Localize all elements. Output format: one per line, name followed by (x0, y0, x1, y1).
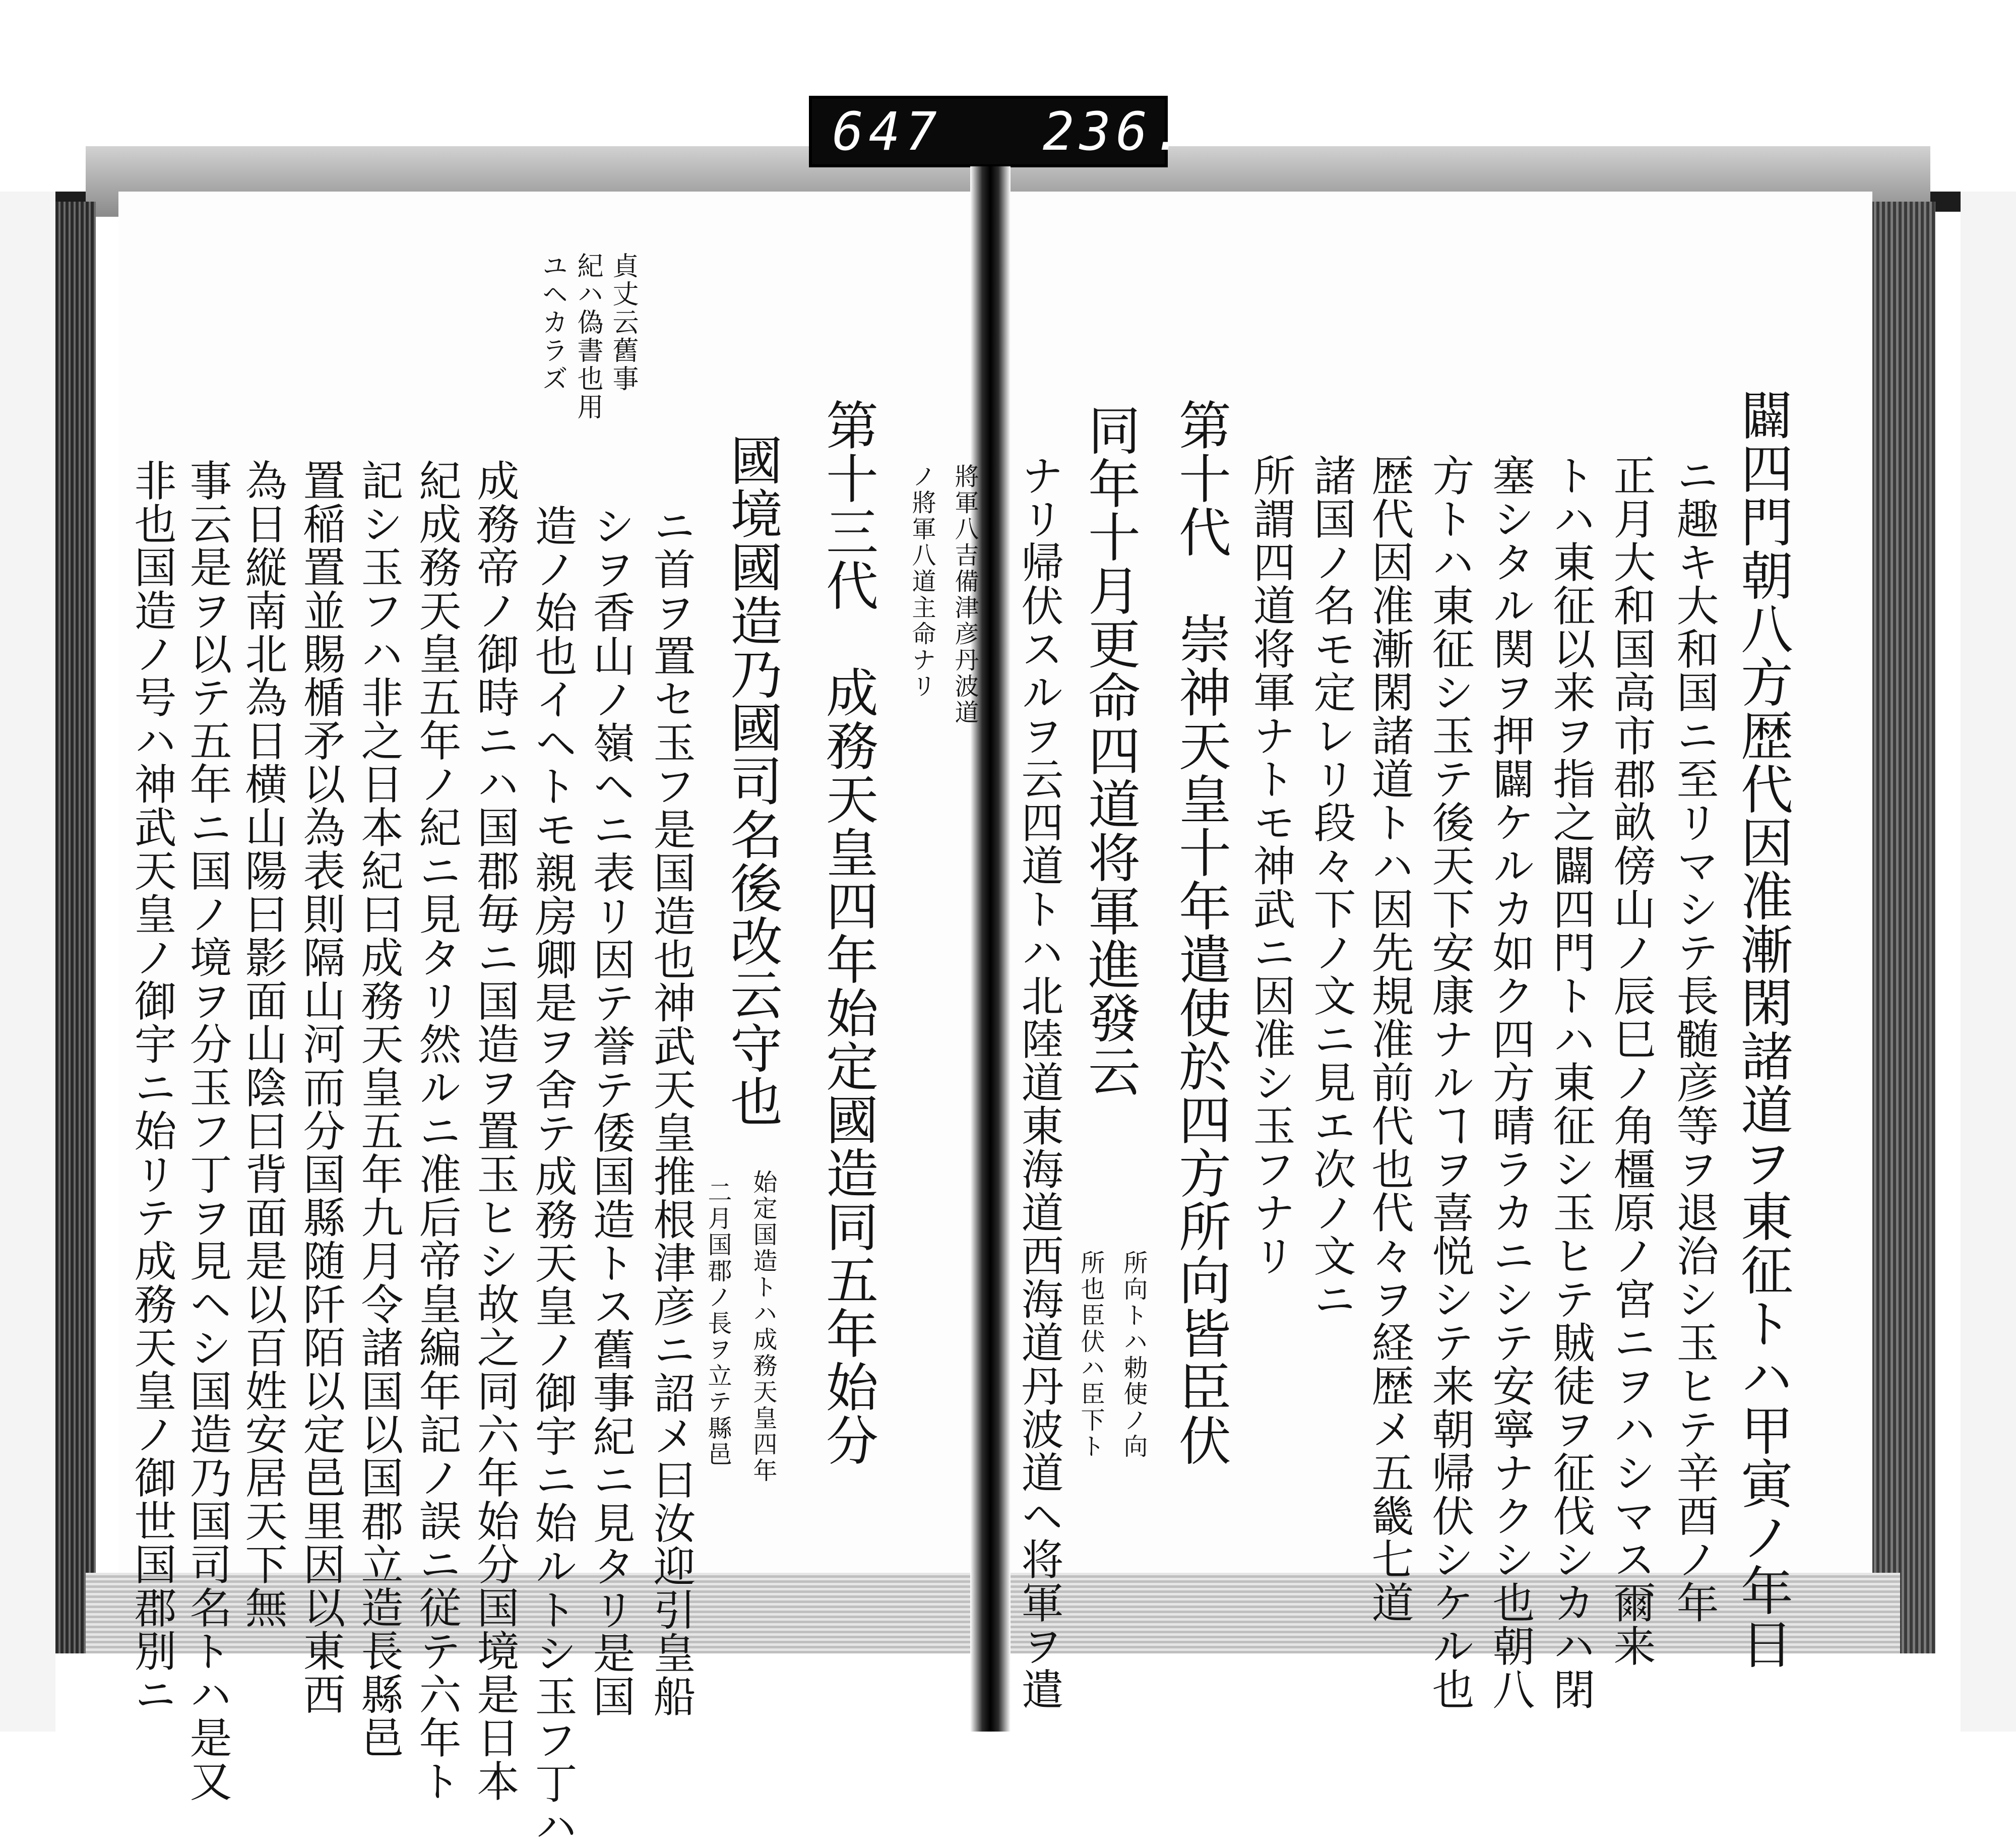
right-page-column: トハ東征以来ヲ指之闢四門トハ東征シ玉ヒテ賊徒ヲ征伐シカハ閉 (1546, 454, 1596, 1711)
scanner-margin-left (0, 192, 55, 1732)
page-stack-left (55, 202, 96, 1653)
left-page-column: 成務帝ノ御時ニハ国郡毎ニ国造ヲ置玉ヒシ故之同六年始分国境是日本 (470, 459, 520, 1803)
left-page-column: 造ノ始也イヘトモ親房卿是ヲ舍テ成務天皇ノ御宇ニ始ルトシ玉フ丁ハ (528, 504, 578, 1848)
right-page-column: 闢四門朝八方歴代因准漸閑諸道ヲ東征トハ甲寅ノ年日 (1732, 388, 1793, 1671)
book-gutter (970, 166, 1011, 1732)
left-page-column: 將軍八吉備津彦丹波道 (951, 464, 979, 726)
right-page-column: 塞シタル関ヲ押闢ケルカ如ク四方晴ラカニシテ安寧ナクシ也朝八 (1486, 454, 1535, 1711)
headnote-column: 貞丈云舊事 (608, 252, 638, 393)
right-page-column: ナリ帰伏スルヲ云四道トハ北陸道東海道西海道丹波道ヘ将軍ヲ遣 (1015, 454, 1064, 1711)
section-heading-tenth-reign: 第十代 崇神天皇十年遣使於四方所向皆臣伏 (1170, 398, 1231, 1467)
right-page-column: ニ趣キ大和国ニ至リマシテ長髄彦等ヲ退治シ玉ヒテ辛酉ノ年 (1670, 454, 1719, 1624)
right-page-column: 同年十月更命四道将軍進發云 (1079, 403, 1141, 1098)
section-heading-thirteenth-reign: 第十三代 成務天皇四年始定國造同五年始分 (817, 398, 878, 1467)
right-page-column: 諸国ノ名モ定レリ段々下ノ文ニ見エ次ノ文ニ (1307, 454, 1356, 1321)
left-page-column: 紀成務天皇五年ノ紀ニ見タリ然ルニ准后帝皇編年記ノ誤ニ従テ六年ト (412, 459, 462, 1803)
left-page-column: 非也国造ノ号ハ神武天皇ノ御宇ニ始リテ成務天皇ノ御世国郡別ニ (128, 459, 177, 1716)
scanner-margin-right (1961, 192, 2016, 1732)
catalogue-label (809, 96, 1189, 167)
left-page-column: 事云是ヲ以テ五年ニ国ノ境ヲ分玉フ丁ヲ見ヘシ国造乃国司名トハ是又 (183, 459, 232, 1803)
left-page-column: ニ首ヲ置セ玉フ是国造也神武天皇推根津彦ニ詔メ曰汝迎引皇船 (647, 504, 696, 1718)
headnote-column: 紀ハ偽書也用 (573, 252, 603, 421)
left-page-column: 為日縦南北為日横山陽曰影面山陰曰背面是以百姓安居天下無 (238, 459, 288, 1629)
left-page-annotation: 二月国郡ノ長ヲ立テ縣邑 (704, 1180, 732, 1468)
catalogue-number-left: 647 (832, 101, 942, 162)
right-page-column: 所謂四道将軍ナトモ神武ニ因准シ玉フナリ (1246, 454, 1296, 1277)
right-page-annotation: 所向トハ勅使ノ向 (1119, 1250, 1148, 1460)
headnote-column: ユヘカラズ (537, 252, 568, 393)
left-page-column: 國境國造乃國司名後改云守也 (721, 434, 783, 1128)
catalogue-number-right: 236. (1042, 101, 1189, 162)
left-page-annotation: 始定国造トハ成務天皇四年 (749, 1169, 777, 1484)
left-page-column: ノ將軍八道主命ナリ (908, 464, 936, 700)
right-page-annotation: 所也臣伏ハ臣下ト (1077, 1250, 1105, 1460)
left-page-column: シヲ香山ノ嶺ヘニ表リ因テ誉テ倭国造トス舊事紀ニ見タリ是国 (586, 504, 636, 1718)
right-page-column: 方トハ東征シ玉テ後天下安康ナルヿヲ喜悦シテ来朝帰伏シケル也 (1425, 454, 1475, 1711)
left-page-column: 記シ玉フハ非之日本紀曰成務天皇五年九月令諸国以国郡立造長縣邑 (354, 459, 404, 1759)
left-page-column: 置稲置並賜楯矛以為表則隔山河而分国縣随阡陌以定邑里因以東西 (296, 459, 346, 1716)
right-page-column: 正月大和国高市郡畝傍山ノ辰巳ノ角橿原ノ宮ニヲハシマス爾来 (1607, 454, 1656, 1668)
right-page-column: 歴代因准漸閑諸道トハ因先規准前代也代々ヲ経歴メ五畿七道 (1365, 454, 1414, 1624)
